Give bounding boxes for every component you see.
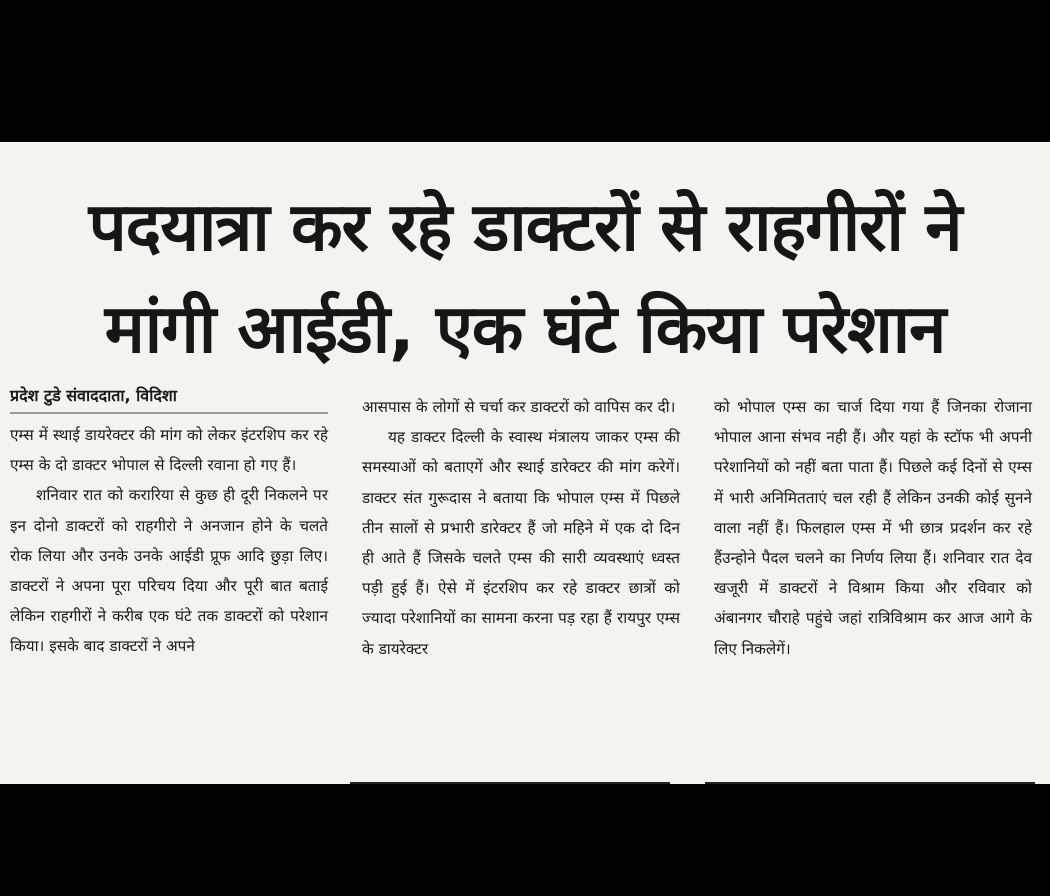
article-column-3	[714, 392, 1032, 664]
headline-line-2: मांगी आईडी, एक घंटे किया परेशान	[104, 290, 946, 368]
paragraph: शनिवार रात को करारिया से कुछ ही दूरी निकलने पर इन दोनो डाक्टरों को राहगीरो ने अनजान होने के चलते रोक लिया और उनके उनके आईडी प्रूफ आदि छुड़ा लिए। डाक्टरों ने अपना पूरा परिचय दिया और पूरी बात बताई लेकिन राहगीरों ने करीब एक घंटे तक डाक्टरों को परेशान किया। इसके बाद डाक्टरों ने अपने	[10, 486, 328, 656]
bottom-rule	[705, 782, 1035, 784]
headline-line-1: पदयात्रा कर रहे डाक्टरों से राहगीरों ने	[88, 188, 962, 266]
article-column-2	[362, 384, 680, 664]
paragraph: यह डाक्टर दिल्ली के स्वास्थ मंत्रालय जाकर एम्स की समस्याओं को बताएगें और स्थाई डारेक्टर की मांग करेगें। डाक्टर संत गुरूदास ने बताया कि भोपाल एम्स में पिछले तीन सालों से प्रभारी डारेक्टर हैं जो महिने में एक दो दिन ही आते हैं जिसके चलते एम्स की सारी व्यवस्थाएं ध्वस्त पड़ी हुई हैं। ऐसे में इंटरशिप कर रहे डाक्टर छात्रों को ज्यादा परेशानियों का सामना करना पड़ रहा हैं रायपुर एम्स के डायरेक्टर	[362, 428, 680, 658]
bottom-rule	[350, 782, 670, 784]
paragraph: को भोपाल एम्स का चार्ज दिया गया हैं जिनका रोजाना भोपाल आना संभव नही हैं। और यहां के स्टॉफ भी अपनी परेशानियों को नहीं बता पाता हैं। पिछले कई दिनों से एम्स में भारी अनिमितताएं चल रही हैं लेकिन उनकी कोई सुनने वाला नहीं हैं। फिलहाल एम्स में भी छात्र प्रदर्शन कर रहे हैंउन्होने पैदल चलने का निर्णय लिया हैं। शनिवार रात देव खजूरी में डाक्टरों ने विश्राम किया और रविवार को अंबानगर चौराहे पहुंचे जहां रात्रिविश्राम कर आज आगे के लिए निकलेगें।	[714, 398, 1032, 658]
paragraph: आसपास के लोगों से चर्चा कर डाक्टरों को वापिस कर दी।	[362, 398, 676, 416]
byline: प्रदेश टुडे संवाददाता, विदिशा	[10, 384, 328, 414]
paragraph: एम्स में स्थाई डायरेक्टर की मांग को लेकर इंटरशिप कर रहे एम्स के दो डाक्टर भोपाल से दिल्ली रवाना हो गए हैं।	[10, 426, 328, 475]
article-column-1	[10, 384, 328, 662]
newspaper-clipping	[0, 142, 1050, 784]
